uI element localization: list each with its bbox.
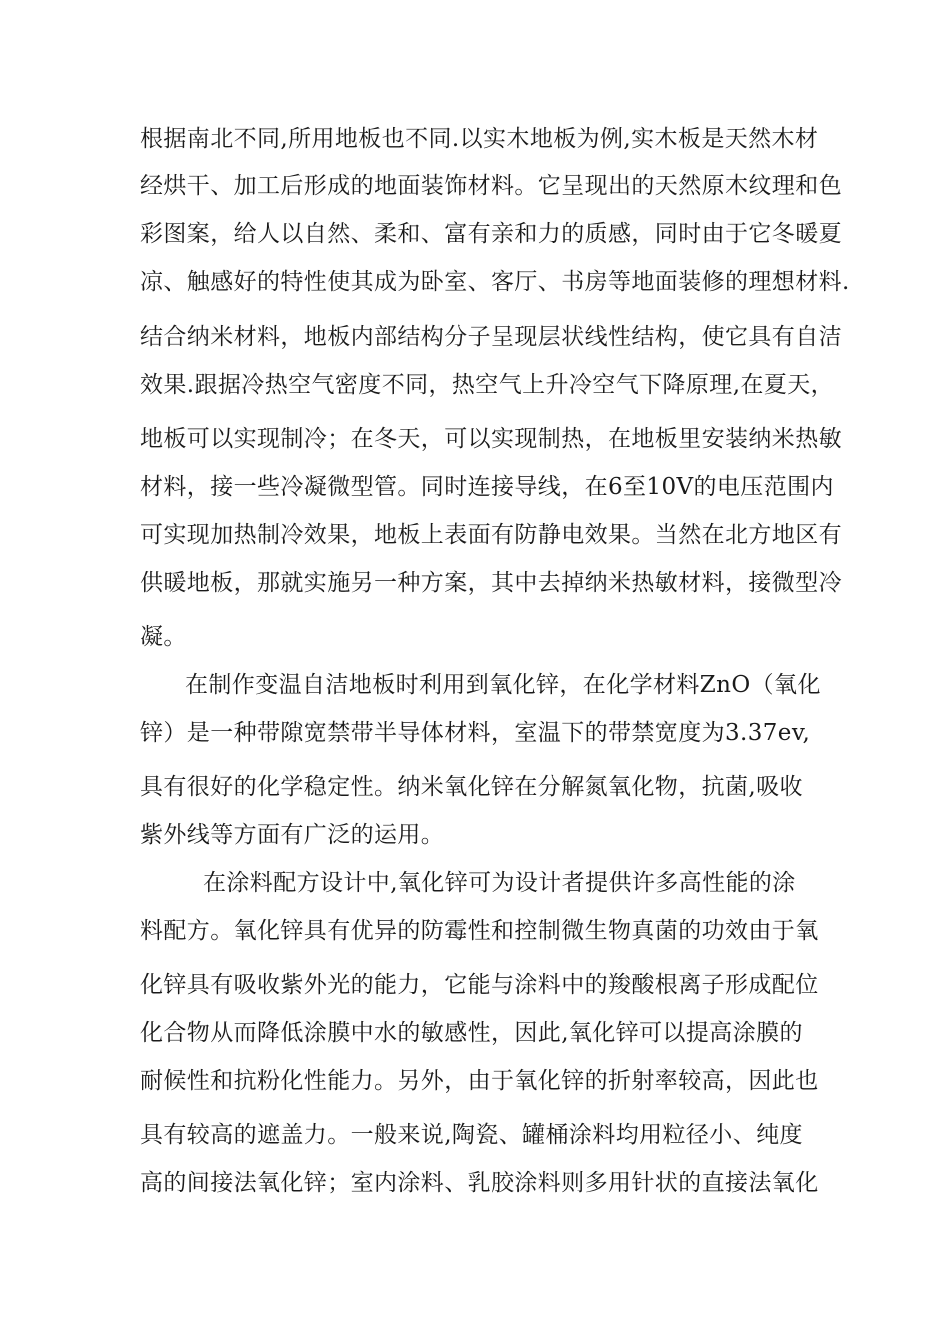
paragraph-2-line-4: 紫外线等方面有广泛的运用。 xyxy=(140,822,445,848)
paragraph-2-line-1: 在制作变温自洁地板时利用到氧化锌，在化学材料ZnO（氧化 xyxy=(185,672,821,698)
paragraph-2-line-2: 锌）是一种带隙宽禁带半导体材料，室温下的带禁宽度为3.37ev, xyxy=(140,720,811,746)
paragraph-3-line-2: 料配方。氧化锌具有优异的防霉性和控制微生物真菌的功效由于氧 xyxy=(140,918,819,944)
paragraph-1-line-10: 供暖地板，那就实施另一种方案，其中去掉纳米热敏材料，接微型冷 xyxy=(140,570,842,596)
paragraph-1-line-7: 地板可以实现制冷；在冬天，可以实现制热，在地板里安装纳米热敏 xyxy=(140,426,842,452)
paragraph-1-line-5: 结合纳米材料，地板内部结构分子呈现层状线性结构，使它具有自洁 xyxy=(140,324,842,350)
paragraph-3-line-1: 在涂料配方设计中,氧化锌可为设计者提供许多高性能的涂 xyxy=(203,870,796,896)
paragraph-1-line-4: 凉、触感好的特性使其成为卧室、客厅、书房等地面装修的理想材料. xyxy=(140,269,850,295)
paragraph-1-line-2: 经烘干、加工后形成的地面装饰材料。它呈现出的天然原木纹理和色 xyxy=(140,173,842,199)
paragraph-1-line-3: 彩图案，给人以自然、柔和、富有亲和力的质感，同时由于它冬暖夏 xyxy=(140,221,842,247)
paragraph-1-line-6: 效果.跟据冷热空气密度不同，热空气上升冷空气下降原理,在夏天， xyxy=(140,372,835,398)
paragraph-1-line-1: 根据南北不同,所用地板也不同.以实木地板为例,实木板是天然木材 xyxy=(140,126,819,152)
paragraph-1-line-11: 凝。 xyxy=(140,624,187,650)
paragraph-1-line-8: 材料，接一些冷凝微型管。同时连接导线，在6至10V的电压范围内 xyxy=(140,474,834,500)
paragraph-3-line-3: 化锌具有吸收紫外光的能力，它能与涂料中的羧酸根离子形成配位 xyxy=(140,972,819,998)
paragraph-2-line-3: 具有很好的化学稳定性。纳米氧化锌在分解氮氧化物，抗菌,吸收 xyxy=(140,774,803,800)
paragraph-3-line-6: 具有较高的遮盖力。一般来说,陶瓷、罐桶涂料均用粒径小、纯度 xyxy=(140,1122,803,1148)
paragraph-1-line-9: 可实现加热制冷效果，地板上表面有防静电效果。当然在北方地区有 xyxy=(140,522,842,548)
paragraph-3-line-5: 耐候性和抗粉化性能力。另外，由于氧化锌的折射率较高，因此也 xyxy=(140,1068,819,1094)
paragraph-3-line-4: 化合物从而降低涂膜中水的敏感性，因此,氧化锌可以提高涂膜的 xyxy=(140,1020,803,1046)
paragraph-3-line-7: 高的间接法氧化锌；室内涂料、乳胶涂料则多用针状的直接法氧化 xyxy=(140,1170,819,1196)
